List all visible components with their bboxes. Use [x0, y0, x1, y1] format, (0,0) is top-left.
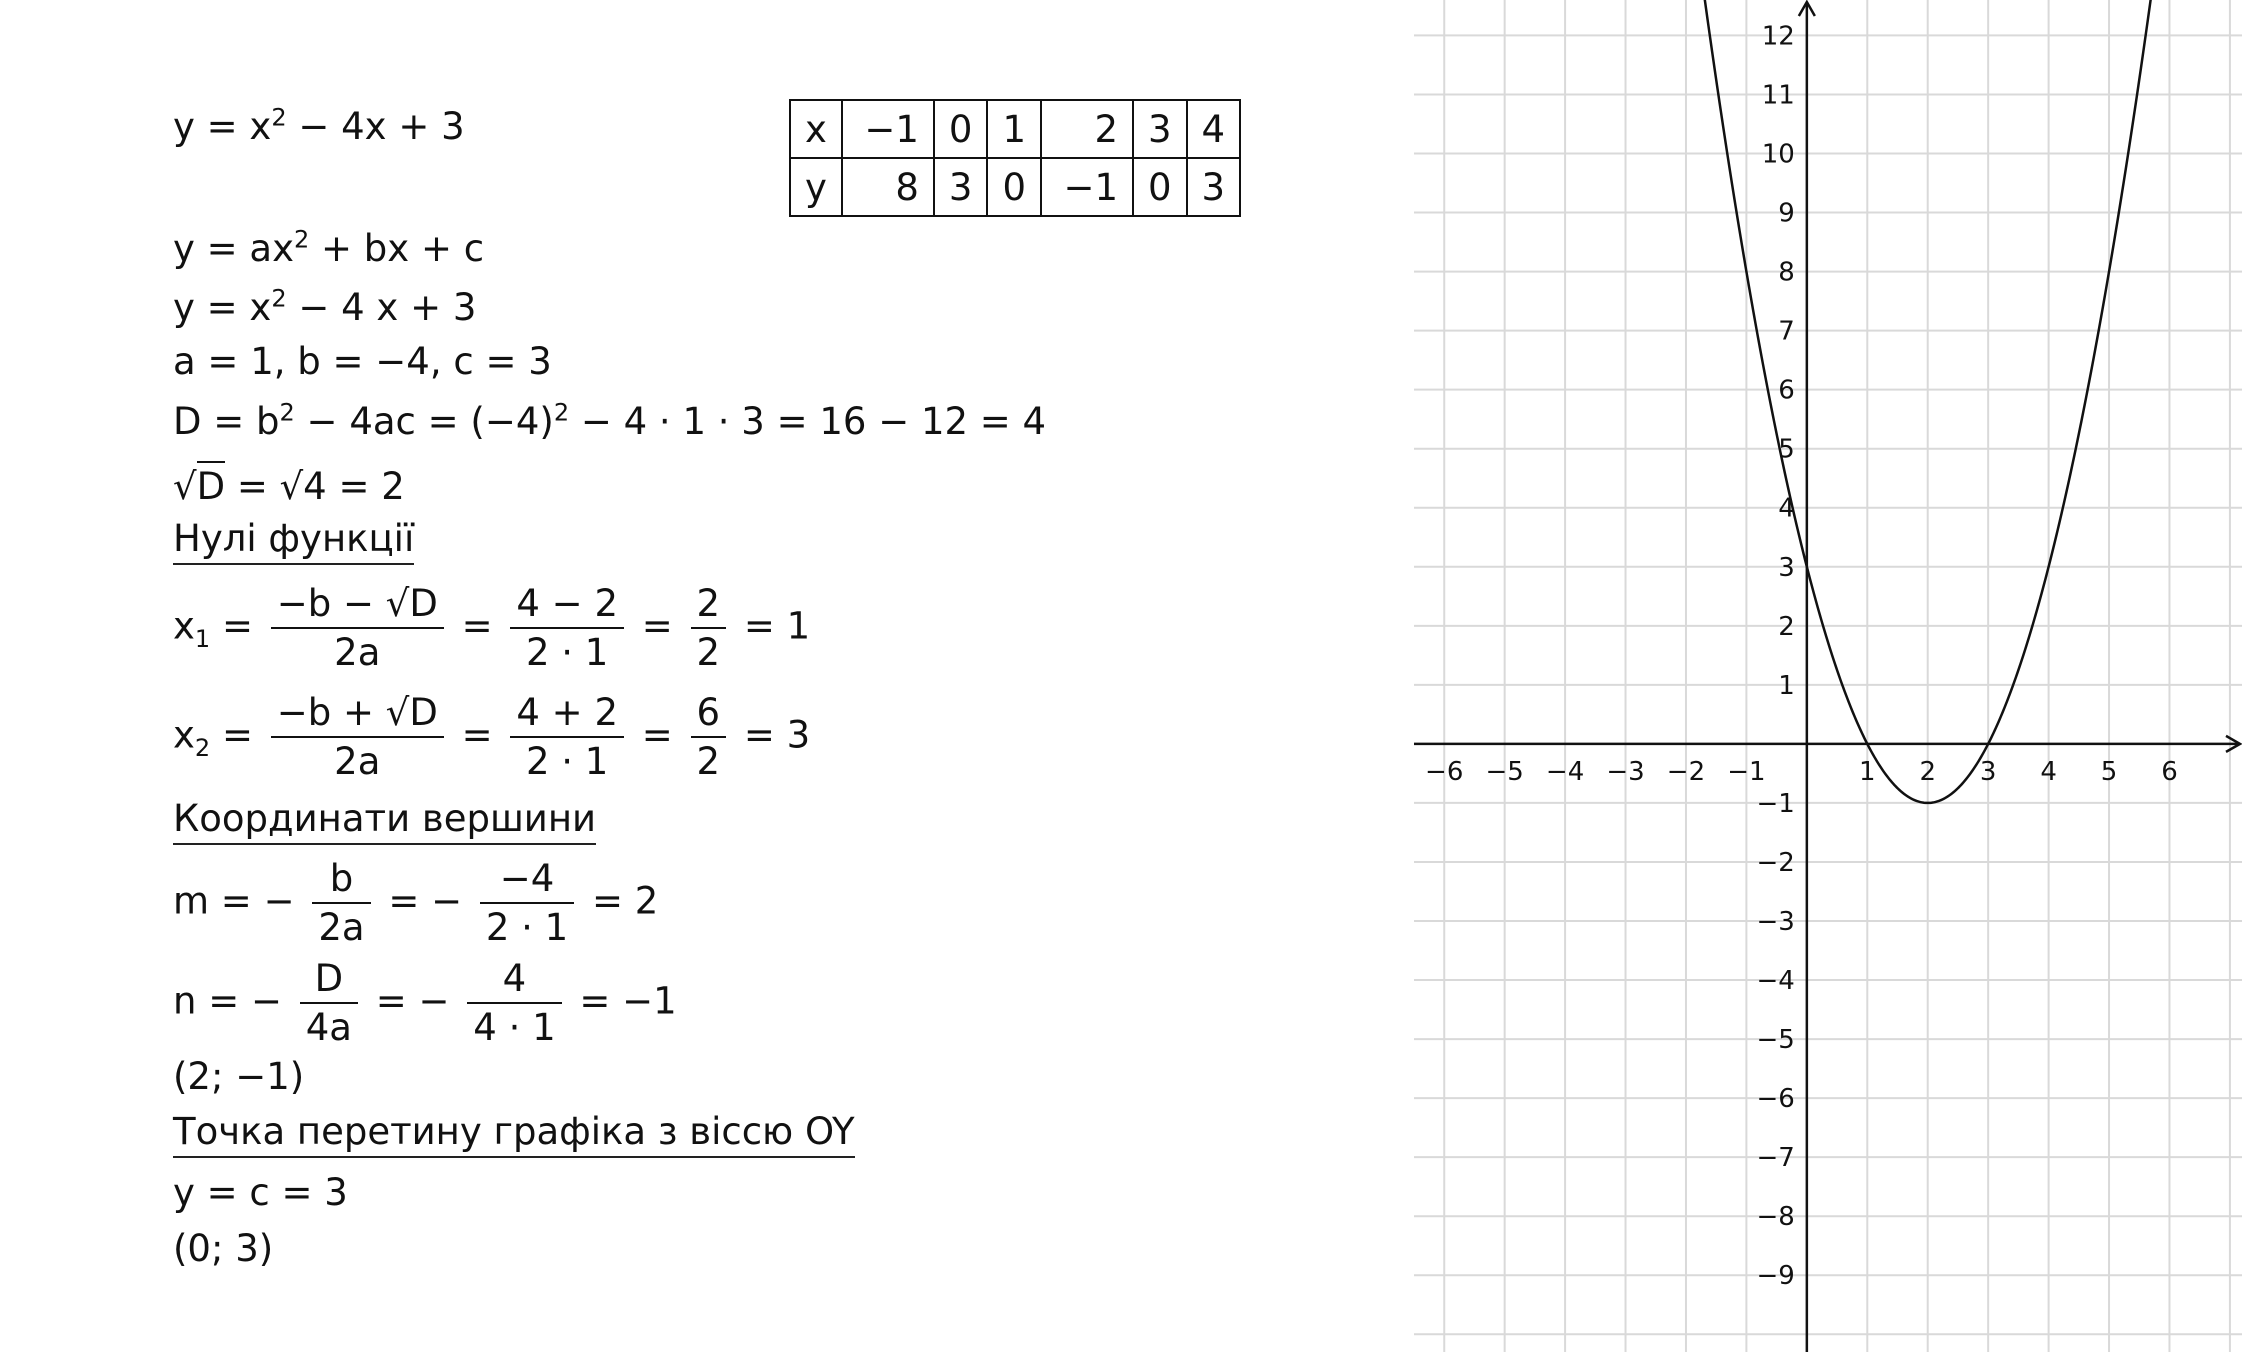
- intercept-heading: Точка перетину графіка з віссю OY: [173, 1113, 855, 1158]
- y-tick-label: −9: [1756, 1261, 1795, 1292]
- table-cell: 0: [1133, 158, 1187, 216]
- intercept-point: (0; 3): [173, 1227, 274, 1270]
- table-cell: 8: [842, 158, 934, 216]
- table-cell: 3: [1187, 158, 1241, 216]
- parabola-graph: [1414, 0, 2242, 1352]
- y-tick-label: 4: [1778, 493, 1795, 524]
- table-cell: −1: [1041, 158, 1133, 216]
- x-tick-label: −3: [1606, 756, 1645, 787]
- y-tick-label: 8: [1778, 257, 1795, 288]
- function-equation: $y = x^2 - 4x + 3$: [173, 103, 465, 148]
- table-row: [790, 158, 1240, 216]
- general-form: $y = ax^2$ + bx + c: [173, 225, 485, 270]
- x-tick-label: −6: [1425, 756, 1464, 787]
- y-tick-label: −8: [1756, 1202, 1795, 1233]
- table-cell: 3: [1133, 100, 1187, 158]
- x-tick-label: 2: [1919, 756, 1936, 787]
- y-tick-label: 3: [1778, 552, 1795, 583]
- y-tick-label: 12: [1761, 21, 1795, 52]
- y-tick-label: 9: [1778, 198, 1795, 229]
- substituted-form: $y = x^2 - 4$ x + 3: [173, 284, 477, 329]
- y-tick-label: 2: [1778, 611, 1795, 642]
- table-y-header: y: [790, 158, 842, 216]
- x-tick-label: −1: [1727, 756, 1766, 787]
- table-cell: 1: [987, 100, 1041, 158]
- zeros-heading: Нулі функції: [173, 520, 414, 565]
- y-tick-label: −6: [1756, 1084, 1795, 1115]
- x2-formula: $x_2$ = $\frac{-b + √D}{2a}$ = $\frac{4 + 2}{2 \cdot 1}$ = $\frac{6}{2}$ = 3: [173, 691, 811, 783]
- x-tick-label: −4: [1545, 756, 1585, 787]
- x-tick-label: 3: [1979, 756, 1997, 787]
- vertex-heading: Координати вершини: [173, 800, 596, 845]
- y-tick-label: 7: [1778, 316, 1795, 347]
- y-tick-label: −4: [1756, 966, 1795, 997]
- table-cell: −1: [842, 100, 934, 158]
- intercept-equation: y = c = 3: [173, 1171, 348, 1214]
- table-cell: 0: [934, 100, 988, 158]
- y-tick-label: −3: [1756, 907, 1795, 938]
- table-cell: 0: [987, 158, 1041, 216]
- table-x-header: x: [790, 100, 842, 158]
- y-tick-label: 6: [1778, 375, 1795, 406]
- discriminant: $D = b^2 - 4ac = (-4)^2 - 4 \cdot 1 \cdot 3 = 16 - 12 = 4$: [173, 398, 1047, 443]
- values-table: [789, 99, 1241, 217]
- x-tick-label: −5: [1485, 756, 1524, 787]
- x-tick-label: 1: [1859, 756, 1876, 787]
- vertex-point: (2; −1): [173, 1055, 305, 1098]
- y-tick-label: −2: [1756, 847, 1795, 878]
- x-tick-label: 5: [2100, 756, 2118, 787]
- n-formula: n = − $\frac{D}{4a}$ = − $\frac{4}{4 \cdot 1}$ = −1: [173, 957, 677, 1049]
- y-tick-label: 5: [1778, 434, 1795, 465]
- x-tick-label: 4: [2040, 756, 2057, 787]
- y-tick-label: −7: [1756, 1143, 1795, 1174]
- y-tick-label: 10: [1761, 139, 1795, 170]
- coefficients: a = 1, b = −4, c = 3: [173, 340, 552, 383]
- table-cell: 2: [1041, 100, 1133, 158]
- y-tick-label: −1: [1756, 788, 1795, 819]
- m-formula: m = − $\frac{b}{2a}$ = − $\frac{-4}{2 \cdot 1}$ = 2: [173, 857, 659, 949]
- x-tick-label: 6: [2161, 756, 2178, 787]
- x-tick-label: −2: [1666, 756, 1706, 787]
- table-cell: 4: [1187, 100, 1241, 158]
- y-tick-label: 11: [1761, 80, 1795, 111]
- y-tick-label: 1: [1778, 670, 1795, 701]
- x1-formula: $x_1$ = $\frac{-b - √D}{2a}$ = $\frac{4 - 2}{2 \cdot 1}$ = $\frac{2}{2}$ = 1: [173, 582, 811, 674]
- table-row: [790, 100, 1240, 158]
- table-cell: 3: [934, 158, 988, 216]
- y-tick-label: −5: [1756, 1025, 1795, 1056]
- sqrt-discriminant: √D = √4 = 2: [173, 468, 405, 505]
